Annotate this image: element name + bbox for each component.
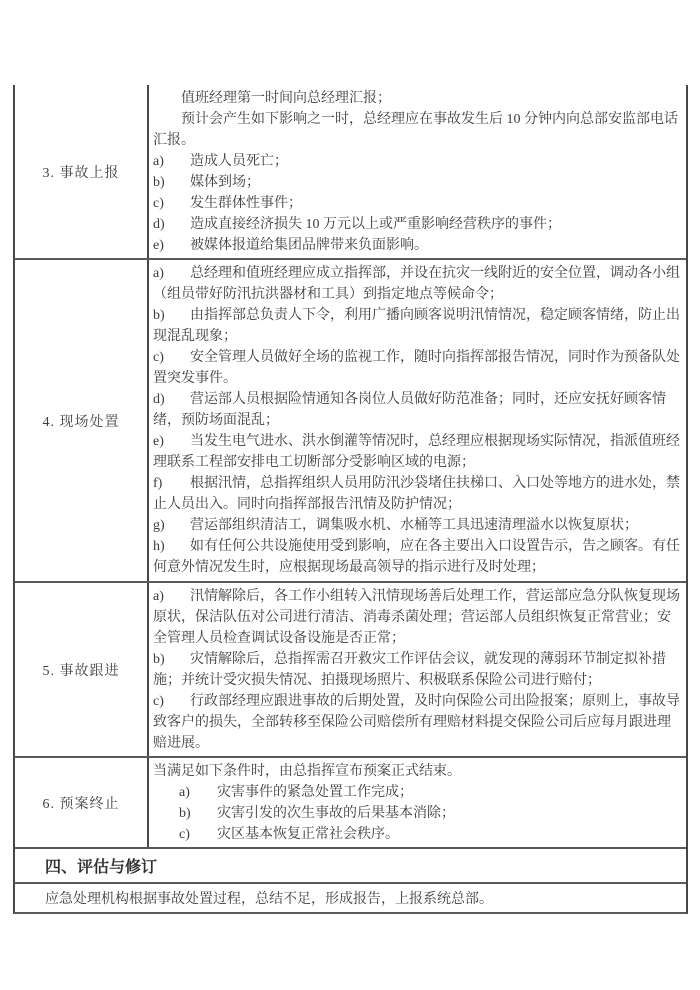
list-item xyxy=(153,473,684,515)
item-marker: a) xyxy=(179,785,190,800)
list-item xyxy=(153,649,684,691)
list-item xyxy=(153,691,684,754)
row-incident-followup xyxy=(15,581,686,756)
row-content-incident-report xyxy=(149,85,686,258)
item-text: 当发生电气进水、洪水倒灌等情况时，总经理应根据现场实际情况，指派值班经理联系工程部安排电工切断部分受影响区域的电源； xyxy=(153,434,680,470)
item-text: 造成人员死亡； xyxy=(190,154,288,169)
evaluation-revision-body: 应急处理机构根据事故处置过程，总结不足，形成报告，上报系统总部。 xyxy=(15,882,686,912)
item-text: 由指挥部总负责人下令，利用广播向顾客说明汛情情况，稳定顾客情绪，防止出现混乱现象； xyxy=(153,308,680,344)
row-label-onsite-handling: 4. 现场处置 xyxy=(15,260,149,581)
item-marker: c) xyxy=(153,196,164,211)
row-content-plan-termination xyxy=(149,758,686,847)
item-marker: b) xyxy=(153,308,165,323)
item-marker: a) xyxy=(153,154,164,169)
item-text: 总经理和值班经理应成立指挥部，并设在抗灾一线附近的安全位置，调动各小组（组员带好防汛抗洪器材和工具）到指定地点等候命令； xyxy=(153,266,680,302)
item-text: 媒体到场； xyxy=(190,175,260,190)
list-item xyxy=(153,172,684,193)
item-text: 发生群体性事件； xyxy=(190,196,302,211)
item-text: 灾情解除后，总指挥需召开救灾工作评估会议，就发现的薄弱环节制定拟补措施；并统计受灾损失情况、拍摄现场照片、积极联系保险公司进行赔付； xyxy=(153,652,666,688)
list-item xyxy=(153,515,684,536)
item-marker: h) xyxy=(153,539,165,554)
item-marker: a) xyxy=(153,266,164,281)
item-marker: g) xyxy=(153,518,165,533)
row-content-onsite-handling xyxy=(149,260,686,581)
list-item xyxy=(153,824,684,845)
list-item xyxy=(153,305,684,347)
item-marker: d) xyxy=(153,217,165,232)
item-text: 灾害引发的次生事故的后果基本消除； xyxy=(217,806,455,821)
intro-paragraph: 预计会产生如下影响之一时，总经理应在事故发生后 10 分钟内向总部安监部电话汇报。 xyxy=(153,112,678,148)
list-item xyxy=(153,263,684,305)
item-marker: a) xyxy=(153,589,164,604)
item-marker: b) xyxy=(153,175,165,190)
list-item xyxy=(153,782,684,803)
row-label-plan-termination: 6. 预案终止 xyxy=(15,758,149,847)
emergency-plan-table xyxy=(13,85,688,914)
list-item xyxy=(153,536,684,578)
item-marker: c) xyxy=(179,827,190,842)
row-content-incident-followup xyxy=(149,583,686,756)
item-text: 根据汛情，总指挥组织人员用防汛沙袋堵住扶梯口、入口处等地方的进水处，禁止人员出入。同时向指挥部报告汛情及防护情况； xyxy=(153,476,680,512)
row-incident-report xyxy=(15,85,686,258)
item-text: 被媒体报道给集团品牌带来负面影响。 xyxy=(190,238,428,253)
item-text: 行政部经理应跟进事故的后期处置，及时向保险公司出险报案；原则上，事故导致客户的损失，全部转移至保险公司赔偿所有理赔材料提交保险公司后应每月跟进理赔进展。 xyxy=(153,694,680,751)
item-text: 造成直接经济损失 10 万元以上或严重影响经营秩序的事件； xyxy=(190,217,561,232)
row-label-incident-report: 3. 事故上报 xyxy=(15,85,149,258)
item-marker: e) xyxy=(153,238,164,253)
list-item xyxy=(153,431,684,473)
row-plan-termination xyxy=(15,756,686,847)
item-text: 安全管理人员做好全场的监视工作，随时向指挥部报告情况，同时作为预备队处置突发事件。 xyxy=(153,350,680,386)
intro-paragraph: 当满足如下条件时，由总指挥宣布预案正式结束。 xyxy=(153,764,461,779)
list-item xyxy=(153,214,684,235)
item-text: 灾害事件的紧急处置工作完成； xyxy=(217,785,413,800)
item-marker: b) xyxy=(179,806,191,821)
item-marker: f) xyxy=(153,476,163,491)
item-text: 营运部人员根据险情通知各岗位人员做好防范准备；同时，还应安抚好顾客情绪，预防场面混乱； xyxy=(153,392,666,428)
item-text: 如有任何公共设施使用受到影响，应在各主要出入口设置告示，告之顾客。有任何意外情况发生时，应根据现场最高领导的指示进行及时处理； xyxy=(153,539,680,575)
list-item xyxy=(153,389,684,431)
item-marker: b) xyxy=(153,652,165,667)
list-item xyxy=(153,586,684,649)
list-item xyxy=(153,151,684,172)
item-marker: e) xyxy=(153,434,164,449)
row-onsite-handling xyxy=(15,258,686,581)
list-item xyxy=(153,193,684,214)
item-text: 营运部组织清洁工，调集吸水机、水桶等工具迅速清理溢水以恢复原状； xyxy=(190,518,638,533)
section-header-evaluation-revision: 四、评估与修订 xyxy=(15,847,686,882)
list-item xyxy=(153,347,684,389)
item-marker: c) xyxy=(153,694,164,709)
intro-paragraph: 值班经理第一时间向总经理汇报； xyxy=(181,91,391,106)
list-item xyxy=(153,235,684,256)
item-text: 汛情解除后，各工作小组转入汛情现场善后处理工作，营运部应急分队恢复现场原状，保洁队伍对公司进行清洁、消毒杀菌处理；营运部人员组织恢复正常营业；安全管理人员检查调试设备设施是否正常； xyxy=(153,589,680,646)
item-text: 灾区基本恢复正常社会秩序。 xyxy=(217,827,399,842)
item-marker: c) xyxy=(153,350,164,365)
item-marker: d) xyxy=(153,392,165,407)
row-label-incident-followup: 5. 事故跟进 xyxy=(15,583,149,756)
list-item xyxy=(153,803,684,824)
